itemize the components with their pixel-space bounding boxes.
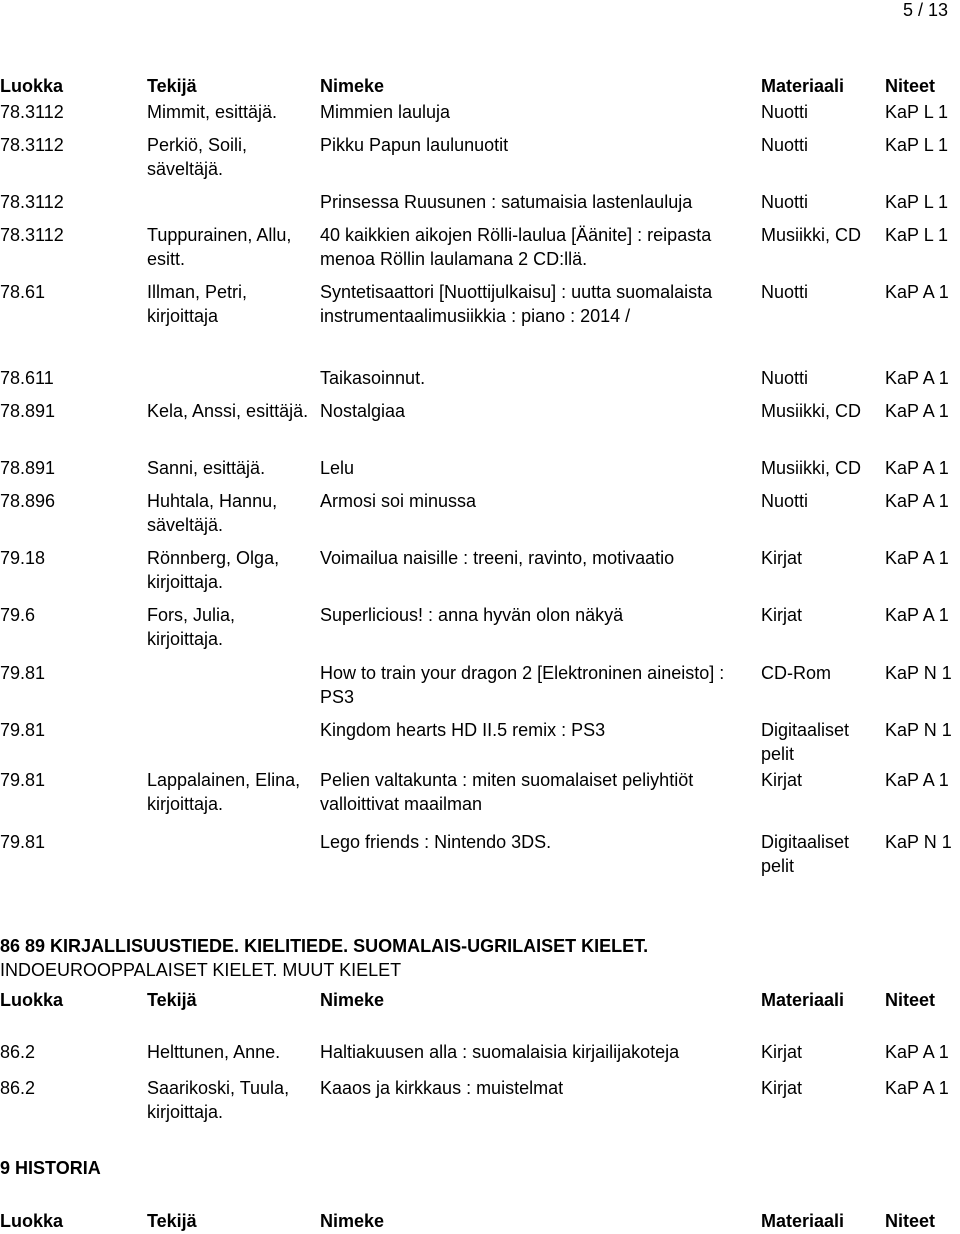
cell-luokka: 79.18 xyxy=(0,548,46,568)
cell-nimeke: 40 kaikkien aikojen Rölli-laulua [Äänite] : reipasta menoa Röllin laulamana 2 CD:llä. xyxy=(320,225,712,269)
cell-materiaali: Kirjat xyxy=(761,548,803,568)
cell-niteet: KaP A 1 xyxy=(885,458,949,478)
cell-tekija: Illman, Petri, kirjoittaja xyxy=(147,282,248,326)
cell-tekija: Mimmit, esittäjä. xyxy=(147,102,278,122)
cell-niteet: KaP A 1 xyxy=(885,548,949,568)
cell-nimeke: Kingdom hearts HD II.5 remix : PS3 xyxy=(320,720,606,740)
cell-luokka: 79.81 xyxy=(0,832,46,852)
cell-luokka: 78.3112 xyxy=(0,102,64,122)
cell-tekija: Perkiö, Soili, säveltäjä. xyxy=(147,135,248,179)
table-row xyxy=(0,546,960,603)
cell-nimeke: Lego friends : Nintendo 3DS. xyxy=(320,832,552,852)
cell-niteet: KaP L 1 xyxy=(885,225,949,245)
cell-luokka: 86.2 xyxy=(0,1042,36,1062)
cell-tekija: Fors, Julia, kirjoittaja. xyxy=(147,605,236,649)
cell-luokka: 78.891 xyxy=(0,458,56,478)
cell-niteet: KaP L 1 xyxy=(885,192,949,212)
header-luokka: Luokka xyxy=(0,1211,64,1231)
cell-nimeke: Syntetisaattori [Nuottijulkaisu] : uutta suomalaista instrumentaalimusiikkia : piano : 2014 / xyxy=(320,282,713,326)
cell-tekija: Helttunen, Anne. xyxy=(147,1042,281,1062)
table-row xyxy=(0,718,960,768)
cell-materiaali: Nuotti xyxy=(761,135,809,155)
cell-niteet: KaP A 1 xyxy=(885,491,949,511)
cell-luokka: 78.891 xyxy=(0,401,56,421)
cell-luokka: 78.896 xyxy=(0,491,56,511)
cell-tekija xyxy=(147,366,320,399)
cell-nimeke: How to train your dragon 2 [Elektroninen aineisto] : PS3 xyxy=(320,663,725,707)
cell-materiaali: Kirjat xyxy=(761,1078,803,1098)
table-row xyxy=(0,100,960,133)
cell-nimeke: Prinsessa Ruusunen : satumaisia lastenlauluja xyxy=(320,192,693,212)
cell-tekija: Rönnberg, Olga, kirjoittaja. xyxy=(147,548,280,592)
header-tekija: Tekijä xyxy=(147,990,197,1010)
header-tekija: Tekijä xyxy=(147,76,197,96)
cell-nimeke: Pikku Papun laulunuotit xyxy=(320,135,509,155)
header-nimeke: Nimeke xyxy=(320,1211,385,1231)
table-row xyxy=(0,223,960,280)
catalog-table-literature xyxy=(0,988,960,1136)
table-row xyxy=(0,661,960,718)
table-row xyxy=(0,1040,960,1076)
cell-materiaali: CD-Rom xyxy=(761,663,831,683)
header-materiaali: Materiaali xyxy=(761,1211,845,1231)
cell-niteet: KaP A 1 xyxy=(885,770,949,790)
cell-luokka: 79.81 xyxy=(0,663,46,683)
cell-niteet: KaP N 1 xyxy=(885,663,952,683)
cell-nimeke: Haltiakuusen alla : suomalaisia kirjailijakoteja xyxy=(320,1042,680,1062)
cell-luokka: 79.81 xyxy=(0,770,46,790)
cell-materiaali: Musiikki, CD xyxy=(761,458,862,478)
cell-niteet: KaP A 1 xyxy=(885,282,949,302)
cell-niteet: KaP N 1 xyxy=(885,720,952,740)
cell-materiaali: Nuotti xyxy=(761,282,809,302)
catalog-table-history xyxy=(0,1209,960,1233)
cell-luokka: 86.2 xyxy=(0,1078,36,1098)
cell-tekija: Kela, Anssi, esittäjä. xyxy=(147,401,309,421)
cell-tekija: Tuppurainen, Allu, esitt. xyxy=(147,225,292,269)
header-materiaali: Materiaali xyxy=(761,76,845,96)
cell-materiaali: Nuotti xyxy=(761,368,809,388)
cell-nimeke: Taikasoinnut. xyxy=(320,368,426,388)
cell-luokka: 78.611 xyxy=(0,368,54,388)
cell-luokka: 78.3112 xyxy=(0,135,64,155)
cell-niteet: KaP N 1 xyxy=(885,832,952,852)
page-number: 5 / 13 xyxy=(902,0,948,20)
cell-niteet: KaP A 1 xyxy=(885,605,949,625)
header-niteet: Niteet xyxy=(885,990,936,1010)
table-row xyxy=(0,1076,960,1136)
cell-luokka: 78.3112 xyxy=(0,192,64,212)
table-row xyxy=(0,603,960,661)
cell-nimeke: Armosi soi minussa xyxy=(320,491,477,511)
cell-materiaali: Kirjat xyxy=(761,770,803,790)
table-header-row xyxy=(0,1209,960,1233)
cell-nimeke: Superlicious! : anna hyvän olon näkyä xyxy=(320,605,624,625)
cell-tekija xyxy=(147,718,320,768)
cell-tekija xyxy=(147,830,320,890)
cell-niteet: KaP A 1 xyxy=(885,1078,949,1098)
cell-nimeke: Nostalgiaa xyxy=(320,401,406,421)
cell-luokka: 79.81 xyxy=(0,720,46,740)
cell-materiaali: Digitaaliset pelit xyxy=(761,832,850,876)
table-row xyxy=(0,489,960,546)
cell-materiaali: Musiikki, CD xyxy=(761,225,862,245)
cell-tekija xyxy=(147,190,320,223)
header-tekija: Tekijä xyxy=(147,1211,197,1231)
table-row xyxy=(0,280,960,366)
table-row xyxy=(0,768,960,830)
cell-tekija: Sanni, esittäjä. xyxy=(147,458,266,478)
cell-luokka: 78.61 xyxy=(0,282,46,302)
cell-nimeke: Voimailua naisille : treeni, ravinto, motivaatio xyxy=(320,548,675,568)
cell-tekija: Lappalainen, Elina, kirjoittaja. xyxy=(147,770,301,814)
cell-tekija: Huhtala, Hannu, säveltäjä. xyxy=(147,491,278,535)
table-row xyxy=(0,456,960,489)
header-niteet: Niteet xyxy=(885,76,936,96)
table-row xyxy=(0,399,960,456)
cell-nimeke: Pelien valtakunta : miten suomalaiset peliyhtiöt valloittivat maailman xyxy=(320,770,694,814)
cell-niteet: KaP A 1 xyxy=(885,1042,949,1062)
table-row xyxy=(0,830,960,890)
header-nimeke: Nimeke xyxy=(320,990,385,1010)
cell-luokka: 78.3112 xyxy=(0,225,64,245)
cell-luokka: 79.6 xyxy=(0,605,36,625)
catalog-table-music-sports xyxy=(0,74,960,890)
cell-nimeke: Lelu xyxy=(320,458,355,478)
cell-materiaali: Nuotti xyxy=(761,491,809,511)
cell-niteet: KaP A 1 xyxy=(885,401,949,421)
header-luokka: Luokka xyxy=(0,990,64,1010)
cell-materiaali: Nuotti xyxy=(761,102,809,122)
table-header-row xyxy=(0,988,960,1040)
table-row xyxy=(0,366,960,399)
table-row xyxy=(0,133,960,190)
section-heading-line-1: 86 89 KIRJALLISUUSTIEDE. KIELITIEDE. SUOMALAIS-UGRILAISET KIELET. xyxy=(0,936,649,956)
cell-niteet: KaP L 1 xyxy=(885,135,949,155)
header-niteet: Niteet xyxy=(885,1211,936,1231)
cell-nimeke: Mimmien lauluja xyxy=(320,102,451,122)
table-row xyxy=(0,190,960,223)
table-header-row xyxy=(0,74,960,100)
section-heading-historia: 9 HISTORIA xyxy=(0,1158,101,1178)
header-materiaali: Materiaali xyxy=(761,990,845,1010)
cell-materiaali: Digitaaliset pelit xyxy=(761,720,850,764)
section-heading-line-2: INDOEUROOPPALAISET KIELET. MUUT KIELET xyxy=(0,960,402,980)
cell-tekija: Saarikoski, Tuula, kirjoittaja. xyxy=(147,1078,290,1122)
cell-materiaali: Musiikki, CD xyxy=(761,401,862,421)
header-nimeke: Nimeke xyxy=(320,76,385,96)
cell-niteet: KaP A 1 xyxy=(885,368,949,388)
cell-materiaali: Nuotti xyxy=(761,192,809,212)
cell-materiaali: Kirjat xyxy=(761,605,803,625)
cell-niteet: KaP L 1 xyxy=(885,102,949,122)
cell-materiaali: Kirjat xyxy=(761,1042,803,1062)
cell-nimeke: Kaaos ja kirkkaus : muistelmat xyxy=(320,1078,564,1098)
section-heading-86-89 xyxy=(0,934,648,982)
cell-tekija xyxy=(147,661,320,718)
header-luokka: Luokka xyxy=(0,76,64,96)
